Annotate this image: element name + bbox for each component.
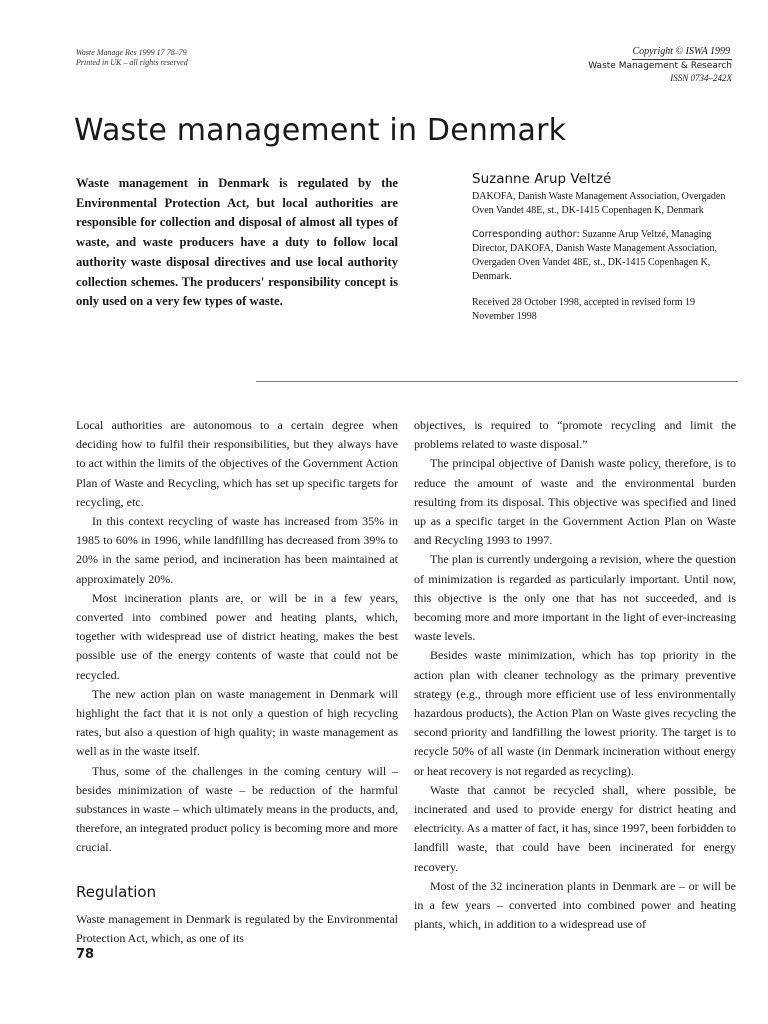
section-divider	[256, 381, 738, 382]
article-title: Waste management in Denmark	[74, 113, 567, 148]
paragraph: The principal objective of Danish waste policy, therefore, is to reduce the amount of waste and the environmental burden resulting from its disposal. This objective was specified and lined up as a specific target in the Government Action Plan on Waste and Recycling 1993 to 1997.	[414, 456, 736, 548]
paragraph: The new action plan on waste management in Denmark will highlight the fact that it is not only a question of high recycling rates, but also a question of high quality; in waste management as well as in the waste itself.	[76, 686, 398, 759]
paragraph: objectives, is required to “promote recycling and limit the problems related to waste disposal.”	[414, 418, 736, 452]
journal-citation: Waste Manage Res 1999 17 78–79	[76, 48, 187, 57]
paragraph: Most of the 32 incineration plants in Denmark are – or will be in a few years – converted into combined power and heating plants, which, in addition to a widespread use of	[414, 878, 736, 932]
abstract: Waste management in Denmark is regulated by the Environmental Protection Act, but local authorities are responsible for collection and disposal of almost all types of waste, and waste producers have a duty to follow local authority waste disposal directives and use local authority collection schemes. The producers' responsibility concept is only used on a very few types of waste.	[76, 176, 398, 309]
paragraph: Besides waste minimization, which has top priority in the action plan with cleaner technology as the primary preventive strategy (e.g., through more efficient use of less environmentally hazardous products), the Action Plan on Waste gives recycling the second priority and landfilling the lowest priority. The target is to recycle 50% of all waste (in Denmark incineration without energy or heat recovery is not regarded as recycling).	[414, 648, 736, 778]
printed-notice: Printed in UK – all rights reserved	[76, 58, 188, 67]
journal-citation-block	[76, 48, 188, 68]
issn: ISSN 0734–242X	[670, 73, 732, 83]
paragraph: Waste that cannot be recycled shall, where possible, be incinerated and used to provide energy for district heating and electricity. As a matter of fact, it has, since 1997, been forbidden to landfill waste, that could have been incinerated for energy recovery.	[414, 782, 736, 874]
paragraph: In this context recycling of waste has increased from 35% in 1985 to 60% in 1996, while landfilling has decreased from 39% to 20% in the same period, and incineration has been maintained at approximately 20%.	[76, 514, 398, 586]
corresponding-author-label: Corresponding author:	[472, 229, 580, 240]
paragraph: Most incineration plants are, or will be in a few years, converted into combined power and heating plants, which, together with widespread use of district heating, makes the best possible use of the energy contents of waste that could not be recycled.	[76, 590, 398, 682]
paragraph: Waste management in Denmark is regulated by the Environmental Protection Act, which, as one of its	[76, 911, 398, 945]
body-column-right	[414, 416, 736, 934]
author-affiliation: DAKOFA, Danish Waste Management Association, Overgaden Oven Vandet 48E, st., DK-1415 Copenhagen K, Denmark	[472, 191, 726, 216]
paragraph: Local authorities are autonomous to a certain degree when deciding how to fulfil their responsibilities, but they always have to act within the limits of the objectives of the Government Action Plan of Waste and Recycling, which has set up specific targets for recycling, etc.	[76, 418, 398, 509]
page-number: 78	[76, 947, 95, 962]
corresponding-author	[472, 228, 738, 284]
paragraph: Thus, some of the challenges in the coming century will – besides minimization of waste – be reduction of the harmful substances in waste – which ultimately means in the products, and, therefore, an integrated product policy is becoming more and more crucial.	[76, 763, 398, 855]
author-block	[472, 170, 738, 324]
journal-name: Waste Management & Research	[588, 61, 732, 71]
copyright-block	[588, 46, 732, 84]
received-dates: Received 28 October 1998, accepted in revised form 19 November 1998	[472, 297, 695, 322]
corresponding-author-text: Suzanne Arup Veltzé, Managing Director, DAKOFA, Danish Waste Management Association, Overgaden Oven Vandet 48E, st., DK-1415 Copenhagen K, Denmark.	[472, 229, 718, 282]
body-column-left	[76, 416, 398, 948]
paragraph: The plan is currently undergoing a revision, where the question of minimization is regarded as particularly important. Until now, this objective is the only one that has not succeeded, and is becoming more and more important in the light of ever-increasing waste levels.	[414, 552, 736, 644]
section-heading-regulation: Regulation	[76, 882, 157, 901]
author-name: Suzanne Arup Veltzé	[472, 171, 612, 187]
copyright-notice: Copyright © ISWA 1999	[632, 46, 732, 60]
